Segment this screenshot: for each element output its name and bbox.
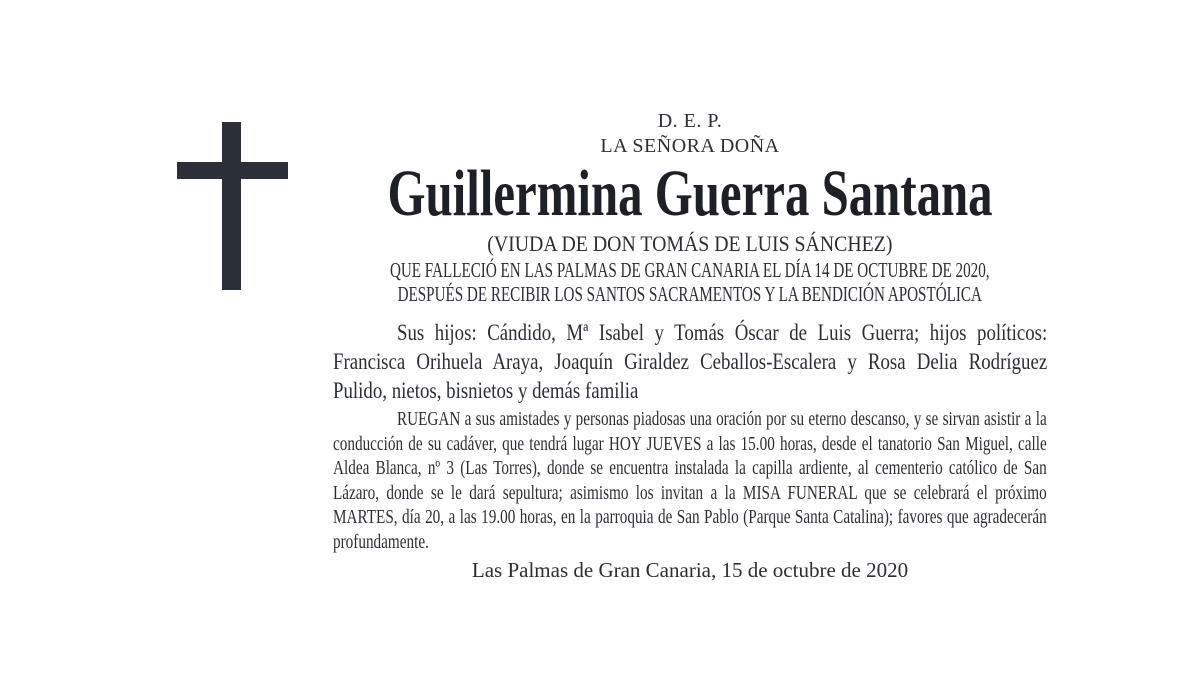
relation-line: (VIUDA DE DON TOMÁS DE LUIS SÁNCHEZ) (487, 231, 893, 256)
request-paragraph: RUEGAN a sus amistades y personas piadosas una oración por su eterno descanso, y se sirvan asistir a la conducción de su cadáver, que tendrá lugar HOY JUEVES a las 15.00 horas, desde el tanatorio San Miguel, calle Aldea Blanca, nº 3 (Las Torres), donde se encuentra instalada la capilla ardiente, al cementerio católico de San Lázaro, donde se le dará sepultura; asimismo los invitan a la MISA FUNERAL que se celebrará el próximo MARTES, día 20, a las 19.00 horas, en la parroquia de San Pablo (Parque Santa Catalina); favores que agradecerán profundamente. (333, 409, 1047, 553)
deceased-name: Guillermina Guerra Santana (387, 157, 993, 230)
dateline: Las Palmas de Gran Canaria, 15 de octubre de 2020 (471, 558, 909, 582)
honorific-line: LA SEÑORA DOÑA (600, 135, 780, 157)
family-paragraph: Sus hijos: Cándido, Mª Isabel y Tomás Óscar de Luis Guerra; hijos políticos: Francisca Orihuela Araya, Joaquín Giraldez Ceballos-Escalera y Rosa Delia Rodríguez Pulido, nietos, bisnietos y demás familia (333, 320, 1048, 403)
notice-text-column (333, 108, 1047, 583)
death-line-2: DESPUÉS DE RECIBIR LOS SANTOS SACRAMENTOS Y LA BENDICIÓN APOSTÓLICA (397, 282, 982, 306)
death-line-1: QUE FALLECIÓ EN LAS PALMAS DE GRAN CANARIA EL DÍA 14 DE OCTUBRE DE 2020, (389, 258, 990, 282)
cross-horizontal-bar (177, 162, 288, 179)
cross-vertical-bar (222, 122, 241, 290)
dep-abbreviation: D. E. P. (657, 110, 723, 132)
